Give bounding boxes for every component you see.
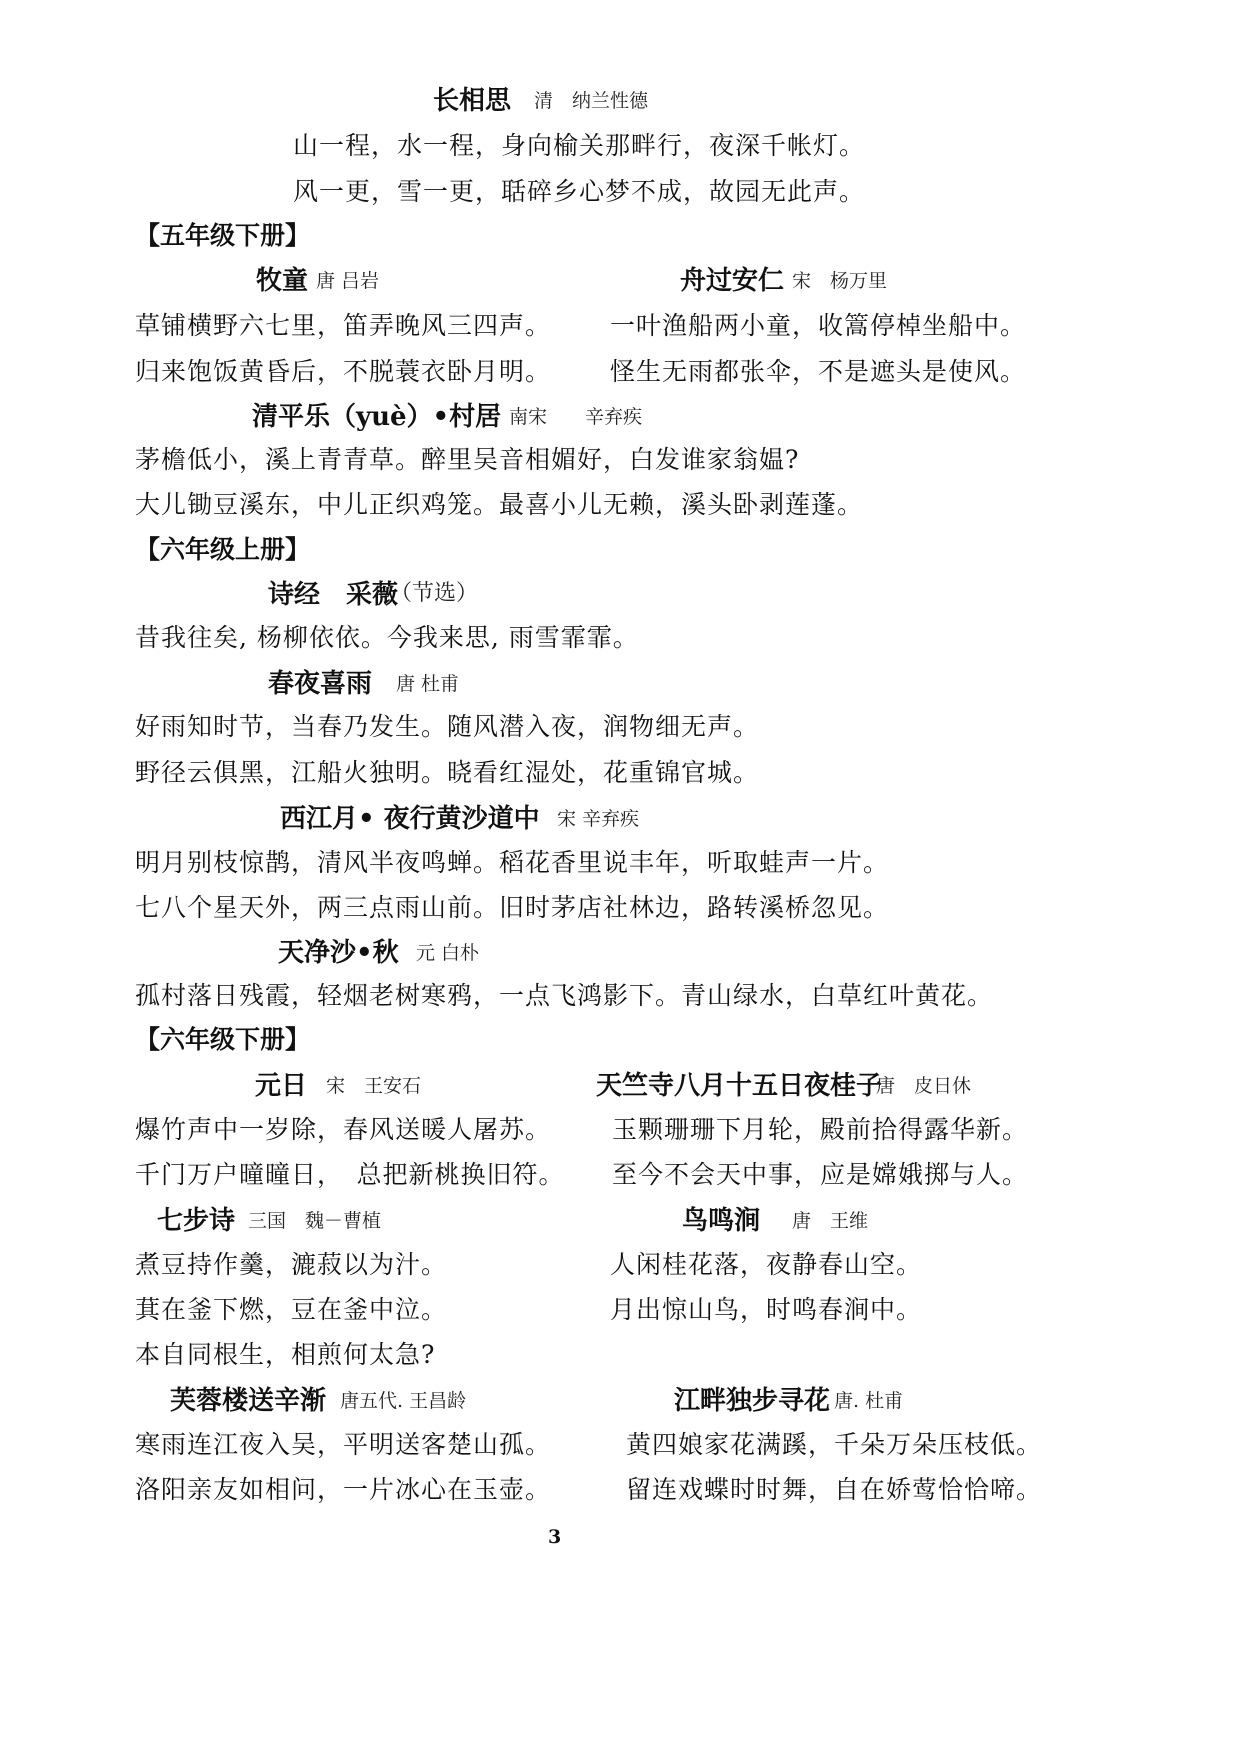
poem-title: 春夜喜雨 bbox=[268, 669, 373, 699]
poem-line: 洛阳亲友如相问，一片冰心在玉壶。 bbox=[135, 1475, 552, 1504]
poem-title: 清平乐（yuè）•村居 bbox=[252, 402, 502, 432]
poem-line: 萁在釜下燃，豆在釜中泣。 bbox=[135, 1295, 448, 1324]
poem-author: 宋 王安石 bbox=[326, 1075, 422, 1097]
poem-author: 唐 吕岩 bbox=[316, 270, 380, 292]
poem-line: 至今不会天中事，应是嫦娥掷与人。 bbox=[612, 1160, 1029, 1189]
poem-title: 长相思 bbox=[433, 86, 512, 116]
poem-author: 三国 魏－曹植 bbox=[248, 1210, 382, 1232]
page-number: 3 bbox=[548, 1526, 562, 1548]
poem-title: 七步诗 bbox=[157, 1206, 236, 1236]
poem-line: 归来饱饭黄昏后，不脱蓑衣卧月明。 bbox=[135, 357, 552, 386]
poem-line: 茅檐低小，溪上青青草。醉里吴音相媚好，白发谁家翁媪? bbox=[135, 445, 800, 474]
poem-title: 天竺寺八月十五日夜桂子 bbox=[596, 1071, 883, 1101]
poem-title: 牧童 bbox=[256, 266, 309, 296]
poem-line: 野径云俱黑，江船火独明。晓看红湿处，花重锦官城。 bbox=[135, 758, 760, 787]
poem-title: 西江月• 夜行黄沙道中 bbox=[280, 804, 540, 834]
poem-line: 煮豆持作羹，漉菽以为汁。 bbox=[135, 1250, 448, 1279]
poem-line: 怪生无雨都张伞，不是遮头是使风。 bbox=[610, 357, 1027, 386]
poem-line: 一叶渔船两小童，收篙停棹坐船中。 bbox=[610, 311, 1027, 340]
poem-author: 唐 王维 bbox=[792, 1210, 869, 1232]
poem-line: 本自同根生，相煎何太急? bbox=[135, 1340, 436, 1369]
poem-title: 芙蓉楼送辛渐 bbox=[170, 1386, 327, 1416]
poem-author: 唐 皮日休 bbox=[876, 1075, 972, 1097]
poem-line: 草铺横野六七里，笛弄晚风三四声。 bbox=[135, 311, 552, 340]
poem-line: 留连戏蝶时时舞，自在娇莺恰恰啼。 bbox=[626, 1475, 1043, 1504]
poem-title: 元日 bbox=[255, 1071, 308, 1101]
poem-line: 大儿锄豆溪东，中儿正织鸡笼。最喜小儿无赖，溪头卧剥莲蓬。 bbox=[135, 490, 864, 519]
section-heading: 【六年级下册】 bbox=[135, 1025, 311, 1054]
poem-line: 玉颗珊珊下月轮，殿前拾得露华新。 bbox=[612, 1115, 1029, 1144]
poem-title: 江畔独步寻花 bbox=[674, 1386, 831, 1416]
poem-author: 清 纳兰性德 bbox=[534, 90, 649, 112]
poem-author: 唐 杜甫 bbox=[396, 673, 460, 695]
poem-author: 南宋 辛弃疾 bbox=[509, 406, 643, 428]
poem-line: 明月别枝惊鹊，清风半夜鸣蝉。稻花香里说丰年，听取蛙声一片。 bbox=[135, 848, 890, 877]
section-heading: 【五年级下册】 bbox=[135, 221, 311, 250]
poem-title: 天净沙•秋 bbox=[278, 938, 399, 968]
poem-author: 元 白朴 bbox=[416, 942, 480, 964]
poem-note: （节选） bbox=[390, 581, 479, 606]
poem-line: 七八个星天外，两三点雨山前。旧时茅店社林边，路转溪桥忽见。 bbox=[135, 893, 890, 922]
poem-line: 千门万户曈曈日， 总把新桃换旧符。 bbox=[135, 1160, 565, 1189]
poem-author: 唐五代. 王昌龄 bbox=[340, 1390, 467, 1412]
poem-line: 孤村落日残霞，轻烟老树寒鸦，一点飞鸿影下。青山绿水，白草红叶黄花。 bbox=[135, 981, 994, 1010]
poem-line: 昔我往矣, 杨柳依依。今我来思, 雨雪霏霏。 bbox=[135, 623, 639, 652]
poem-author: 宋 杨万里 bbox=[792, 270, 888, 292]
poem-line: 月出惊山鸟，时鸣春涧中。 bbox=[610, 1295, 923, 1324]
poem-line: 爆竹声中一岁除，春风送暖人屠苏。 bbox=[135, 1115, 552, 1144]
poem-line: 黄四娘家花满蹊，千朵万朵压枝低。 bbox=[626, 1430, 1043, 1459]
poem-line: 人闲桂花落，夜静春山空。 bbox=[610, 1250, 923, 1279]
poem-author: 唐. 杜甫 bbox=[834, 1390, 904, 1412]
poem-title: 鸟鸣涧 bbox=[682, 1206, 761, 1236]
poem-title: 诗经 采薇 bbox=[268, 580, 399, 610]
poem-line: 好雨知时节，当春乃发生。随风潜入夜，润物细无声。 bbox=[135, 712, 760, 741]
poem-title: 舟过安仁 bbox=[680, 266, 785, 296]
poem-author: 宋 辛弃疾 bbox=[557, 808, 640, 830]
poem-line: 寒雨连江夜入吴，平明送客楚山孤。 bbox=[135, 1430, 552, 1459]
poem-line: 风一更，雪一更，聒碎乡心梦不成，故园无此声。 bbox=[293, 177, 866, 206]
section-heading: 【六年级上册】 bbox=[135, 535, 311, 564]
poem-line: 山一程，水一程，身向榆关那畔行，夜深千帐灯。 bbox=[293, 131, 866, 160]
